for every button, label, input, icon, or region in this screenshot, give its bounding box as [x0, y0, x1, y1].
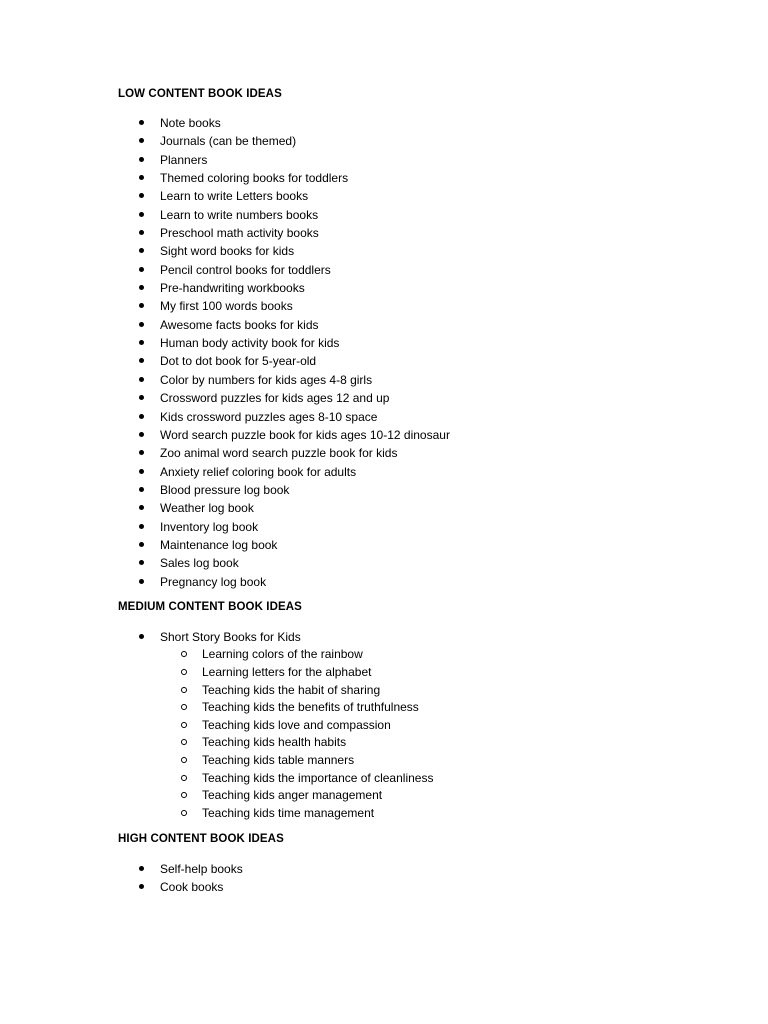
bullet-icon	[139, 267, 144, 272]
bullet-icon	[139, 193, 144, 198]
low-content-item-text: Pencil control books for toddlers	[160, 262, 331, 277]
bullet-icon	[139, 634, 144, 639]
low-content-item-text: Preschool math activity books	[160, 226, 319, 241]
bullet-icon	[139, 248, 144, 253]
high-content-item-text: Self-help books	[160, 862, 243, 876]
low-content-item-text: Kids crossword puzzles ages 8-10 space	[160, 409, 378, 424]
medium-content-subitem-text: Teaching kids table manners	[202, 752, 355, 767]
bullet-icon	[139, 505, 144, 510]
low-content-item-text: Awesome facts books for kids	[160, 317, 319, 332]
bullet-icon	[139, 487, 144, 492]
low-content-item-text: Blood pressure log book	[160, 482, 290, 497]
low-content-item-text: Inventory log book	[160, 519, 259, 534]
bullet-icon	[139, 866, 144, 871]
bullet-icon	[139, 524, 144, 529]
low-content-item-text: Sight word books for kids	[160, 244, 295, 259]
hollow-circle-bullet-icon	[181, 669, 187, 675]
hollow-circle-bullet-icon	[181, 739, 187, 745]
bullet-icon	[139, 157, 144, 162]
bullet-icon	[139, 579, 144, 584]
medium-content-subitem-text: Teaching kids anger management	[202, 788, 383, 803]
low-content-item-text: Note books	[160, 116, 221, 130]
low-content-item-text: Maintenance log book	[160, 537, 278, 552]
bullet-icon	[139, 322, 144, 327]
low-content-item-text: Dot to dot book for 5-year-old	[160, 354, 317, 369]
bullet-icon	[139, 303, 144, 308]
medium-content-subitem-text: Learning letters for the alphabet	[202, 664, 372, 679]
low-content-item-text: Anxiety relief coloring book for adults	[160, 464, 357, 479]
medium-content-item-text: Short Story Books for Kids	[160, 630, 301, 644]
low-content-item-text: Sales log book	[160, 556, 239, 571]
low-content-item-text: Human body activity book for kids	[160, 336, 340, 351]
bullet-icon	[139, 138, 144, 143]
low-content-item-text: Crossword puzzles for kids ages 12 and up	[160, 391, 390, 406]
medium-content-heading: MEDIUM CONTENT BOOK IDEAS	[118, 601, 302, 613]
low-content-item-text: Weather log book	[160, 501, 254, 516]
high-content-heading: HIGH CONTENT BOOK IDEAS	[118, 833, 284, 845]
bullet-icon	[139, 212, 144, 217]
bullet-icon	[139, 285, 144, 290]
bullet-icon	[139, 358, 144, 363]
hollow-circle-bullet-icon	[181, 651, 187, 657]
bullet-icon	[139, 377, 144, 382]
bullet-icon	[139, 395, 144, 400]
bullet-icon	[139, 560, 144, 565]
low-content-item-text: Themed coloring books for toddlers	[160, 171, 349, 186]
medium-content-subitem-text: Teaching kids the importance of cleanliness	[202, 770, 434, 785]
bullet-icon	[139, 414, 144, 419]
bullet-icon	[139, 884, 144, 889]
low-content-item-text: Zoo animal word search puzzle book for kids	[160, 446, 398, 461]
hollow-circle-bullet-icon	[181, 775, 187, 781]
low-content-item-text: Word search puzzle book for kids ages 10-12 dinosaur	[160, 427, 450, 442]
hollow-circle-bullet-icon	[181, 704, 187, 710]
hollow-circle-bullet-icon	[181, 687, 187, 693]
low-content-item-text: Pre-handwriting workbooks	[160, 281, 305, 296]
bullet-icon	[139, 340, 144, 345]
bullet-icon	[139, 432, 144, 437]
bullet-icon	[139, 542, 144, 547]
hollow-circle-bullet-icon	[181, 757, 187, 763]
medium-content-subitem-text: Teaching kids the habit of sharing	[202, 682, 381, 697]
low-content-item-text: Pregnancy log book	[160, 574, 267, 589]
bullet-icon	[139, 120, 144, 125]
hollow-circle-bullet-icon	[181, 810, 187, 816]
bullet-icon	[139, 469, 144, 474]
high-content-item-text: Cook books	[160, 880, 224, 895]
low-content-item-text: Color by numbers for kids ages 4-8 girls	[160, 372, 373, 387]
medium-content-subitem-text: Teaching kids health habits	[202, 735, 347, 750]
low-content-item-text: My first 100 words books	[160, 299, 293, 314]
low-content-item-text: Learn to write numbers books	[160, 207, 319, 222]
medium-content-subitem-text: Learning colors of the rainbow	[202, 647, 363, 662]
bullet-icon	[139, 230, 144, 235]
medium-content-subitem-text: Teaching kids the benefits of truthfulness	[202, 700, 419, 715]
medium-content-subitem-text: Teaching kids love and compassion	[202, 717, 391, 732]
low-content-item-text: Learn to write Letters books	[160, 189, 309, 204]
medium-content-subitem-text: Teaching kids time management	[202, 805, 375, 820]
low-content-item-text: Journals (can be themed)	[160, 134, 297, 149]
hollow-circle-bullet-icon	[181, 792, 187, 798]
bullet-icon	[139, 450, 144, 455]
bullet-icon	[139, 175, 144, 180]
low-content-heading: LOW CONTENT BOOK IDEAS	[118, 88, 282, 100]
low-content-item-text: Planners	[160, 152, 208, 167]
hollow-circle-bullet-icon	[181, 722, 187, 728]
